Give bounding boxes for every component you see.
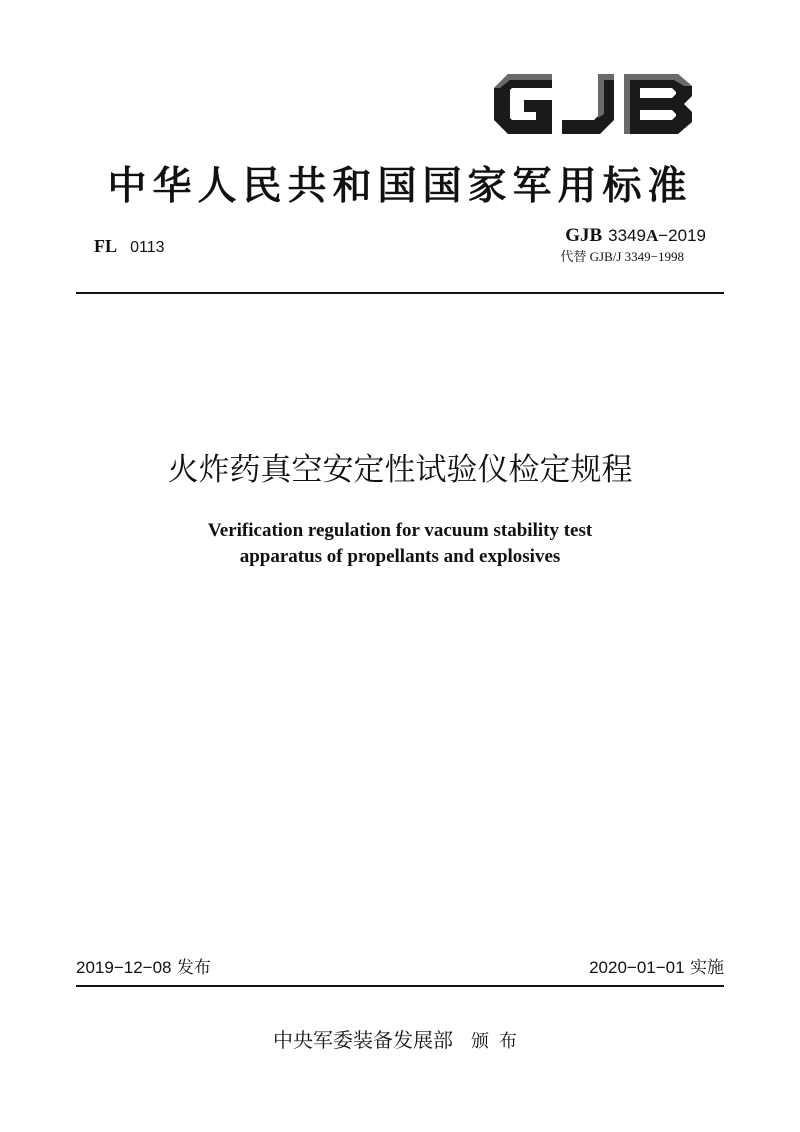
standard-code-number: 3349 [608,226,646,245]
document-title-chinese: 火炸药真空安定性试验仪检定规程 [167,452,633,488]
issue-date [76,953,211,978]
effective-date-label: 实施 [690,958,724,978]
footer-divider [76,985,724,987]
standard-prefix: GJB [565,225,603,246]
issue-date-value: 2019−12−08 [76,958,172,977]
english-title-line-1: Verification regulation for vacuum stability test [207,520,593,541]
standard-code [608,226,706,245]
gjb-logo-icon [488,62,698,146]
issue-date-label: 发布 [176,958,211,978]
header-divider [76,292,724,294]
issuer-name: 中央军委装备发展部 [273,1028,453,1052]
replaces-standard: 代替 GJB/J 3349−1998 [560,249,684,264]
classification-prefix: FL [94,236,118,256]
standard-code-year: −2019 [658,226,706,245]
issuer [76,1024,724,1053]
english-title-line-2: apparatus of propellants and explosives [239,546,561,567]
standard-number-block [560,224,706,266]
document-title-english [76,518,724,570]
standard-org-title: 中华人民共和国国家军用标准 [107,164,693,209]
classification-code [94,236,165,257]
classification-number: 0113 [130,239,165,256]
effective-date [589,953,724,978]
issuer-verb: 颁布 [471,1031,527,1052]
effective-date-value: 2020−01−01 [589,958,685,977]
standard-code-letter: A [645,226,659,245]
